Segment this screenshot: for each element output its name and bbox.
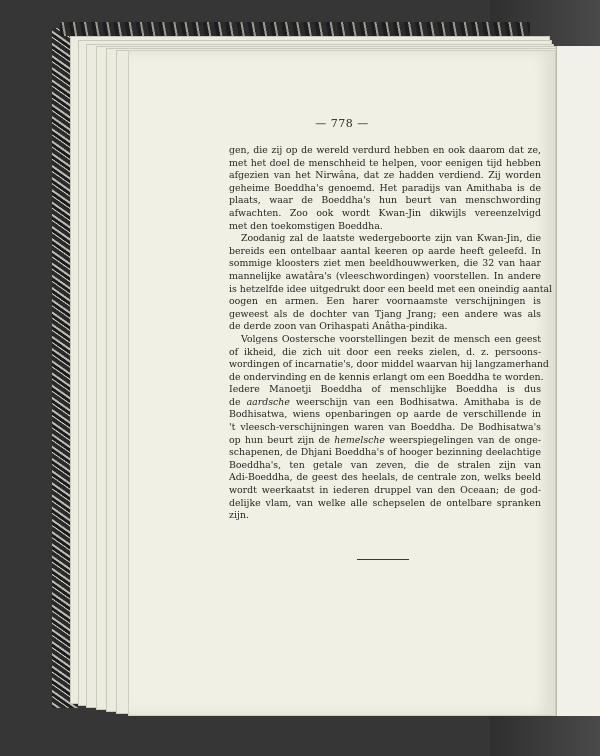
text-line: [229, 472, 541, 485]
text-line: [229, 170, 541, 183]
text-run: afgezien van het Nirwâna, dat ze hadden verdiend. Zij worden: [229, 170, 541, 182]
text-run: sommige kloosters ziet men beeldhouwwerken, die 32 van haar: [229, 258, 541, 270]
text-line: [229, 321, 541, 334]
text-line: [229, 296, 541, 309]
text-line: [229, 397, 541, 410]
text-run: Bodhisatwa, wiens openbaringen op aarde de verschillende in: [229, 409, 541, 421]
facing-page: [556, 46, 600, 716]
text-run: de: [229, 396, 247, 408]
marbled-cover-top: [60, 22, 530, 36]
text-run: Volgens Oostersche voorstellingen bezit de mensch een geest: [241, 333, 541, 345]
text-run: met het doel de menschheid te helpen, voor eenigen tijd hebben: [229, 157, 541, 169]
text-run: de derde zoon van Orihaspati Anâtha-pindika.: [229, 321, 448, 333]
text-line: [229, 460, 541, 473]
text-run: delijke vlam, van welke alle schepselen de ontelbare spranken: [229, 497, 541, 509]
book-page: [128, 50, 556, 716]
text-line: [229, 347, 541, 360]
text-run: 't vleesch-verschijningen waren van Boeddha. De Bodhisatwa's: [229, 422, 541, 434]
text-run: oogen en armen. Een harer voornaamste verschijningen is: [229, 296, 541, 308]
text-run: wordt weerkaatst in iederen druppel van den Oceaan; de god-: [229, 485, 541, 497]
section-end-rule: [357, 559, 409, 560]
text-run: Adi-Boeddha, de geest des heelals, de centrale zon, welks beeld: [229, 472, 541, 484]
text-line: [229, 246, 541, 259]
text-run: de ondervinding en de kennis erlangt om een Boeddha te worden.: [229, 371, 544, 383]
text-run: zijn.: [229, 510, 249, 522]
text-line: [229, 371, 544, 385]
text-run: of ikheid, die zich uit door een reeks zielen, d. z. persoons-: [229, 346, 541, 358]
text-run: geheime Boeddha's genoemd. Het paradijs van Amithaba is de: [229, 182, 541, 194]
text-run: weerschijn van een Bodhisatwa. Amithaba is de: [289, 396, 541, 408]
text-line: [229, 283, 553, 297]
text-line: [229, 384, 541, 397]
text-line: [229, 447, 541, 460]
text-line: [229, 510, 541, 523]
text-run: weerspiegelingen van de onge-: [384, 434, 541, 446]
text-line: [229, 309, 541, 322]
italic-word: aardsche: [246, 396, 290, 408]
text-line: [229, 359, 549, 372]
text-line: [229, 422, 541, 435]
text-run: geweest als de dochter van Tjang Jrang; een andere was als: [229, 308, 541, 320]
text-line: [229, 409, 541, 422]
text-line: [229, 158, 541, 171]
text-run: mannelijke awatâra's (vleeschwordingen) voorstellen. In andere: [229, 270, 541, 282]
page-number: — 778 —: [315, 117, 369, 130]
italic-word: hemelsche: [334, 434, 385, 446]
text-line: [229, 334, 541, 347]
text-run: plaats, waar de Boeddha's hun beurt van menschwording: [229, 195, 541, 207]
text-line: [229, 221, 541, 234]
text-run: met den toekomstigen Boeddha.: [229, 220, 383, 232]
text-run: gen, die zij op de wereld verdurd hebben en ook daarom dat ze,: [229, 145, 541, 156]
text-run: afwachten. Zoo ook wordt Kwan-Jin dikwijls vereenzelvigd: [229, 207, 541, 219]
text-line: [229, 435, 541, 448]
page-body-text: [229, 145, 553, 523]
text-run: Zoodanig zal de laatste wedergeboorte zijn van Kwan-Jin, die: [241, 233, 541, 245]
text-line: [229, 485, 541, 498]
text-run: Iedere Manoetji Boeddha of menschlijke Boeddha is dus: [229, 384, 541, 396]
text-line: [229, 271, 541, 284]
text-run: bereids een ontelbaar aantal keeren op aarde heeft geleefd. In: [229, 245, 541, 257]
text-run: op hun beurt zijn de: [229, 434, 335, 446]
text-run: wordingen of incarnatie's, door middel waarvan hij langzamerhand: [229, 359, 549, 371]
text-line: [229, 195, 541, 208]
text-line: [229, 233, 541, 246]
text-run: is hetzelfde idee uitgedrukt door een beeld met een oneindig aantal: [229, 283, 553, 295]
text-line: [229, 258, 541, 271]
text-line: [229, 208, 541, 221]
text-line: [229, 183, 541, 196]
text-run: schapenen, de Dhjani Boeddha's of hooger bezinning deelachtige: [229, 447, 541, 459]
text-line: [229, 498, 541, 511]
text-run: Boeddha's, ten getale van zeven, die de stralen zijn van: [229, 459, 541, 471]
text-line: [229, 145, 541, 158]
